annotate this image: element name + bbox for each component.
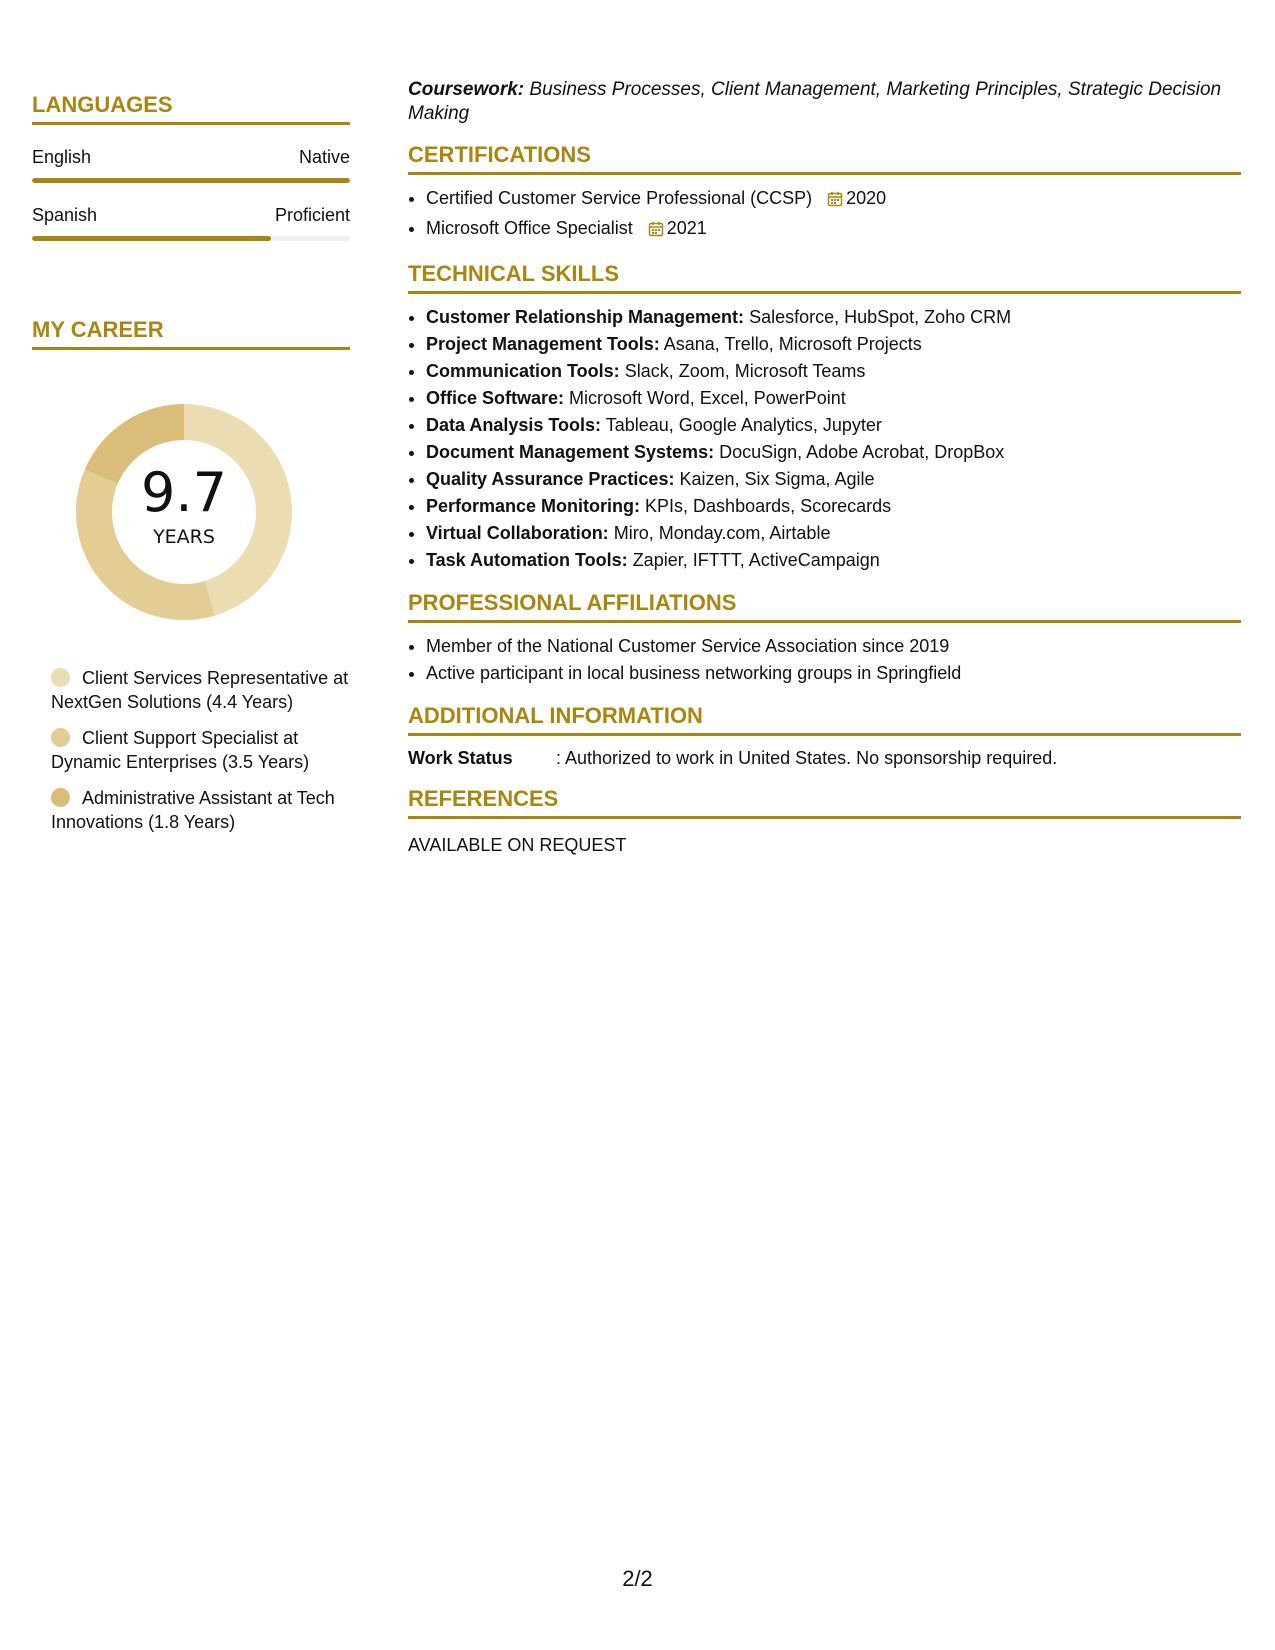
skill-label: Office Software: xyxy=(426,388,565,408)
language-level: Native xyxy=(298,147,350,167)
skill-label: Data Analysis Tools: xyxy=(426,415,602,435)
work-status-label: Work Status xyxy=(408,748,513,768)
language-proficiency-bar xyxy=(32,178,350,183)
languages-title: LANGUAGES xyxy=(32,92,350,125)
certifications-title: CERTIFICATIONS xyxy=(408,142,1241,175)
affiliations-list xyxy=(408,633,1241,687)
references-text: AVAILABLE ON REQUEST xyxy=(408,835,627,855)
technical-skills-title: TECHNICAL SKILLS xyxy=(408,261,1241,294)
coursework-text: Business Processes, Client Management, Marketing Principles, Strategic Decision Making xyxy=(408,79,1222,124)
skill-value: Microsoft Word, Excel, PowerPoint xyxy=(569,388,846,408)
work-status-value: : Authorized to work in United States. No sponsorship required. xyxy=(556,748,1058,768)
skill-item xyxy=(426,466,1241,493)
skill-value: Kaizen, Six Sigma, Agile xyxy=(679,469,875,489)
certification-year: 2020 xyxy=(846,188,887,208)
language-name: English xyxy=(32,147,92,167)
career-donut-chart xyxy=(66,394,302,630)
language-item xyxy=(32,205,350,241)
references-title: REFERENCES xyxy=(408,786,1241,819)
affiliations-title: PROFESSIONAL AFFILIATIONS xyxy=(408,590,1241,623)
skill-label: Communication Tools: xyxy=(426,361,620,381)
skill-item xyxy=(426,304,1241,331)
skill-value: DocuSign, Adobe Acrobat, DropBox xyxy=(719,442,1005,462)
skill-value: Tableau, Google Analytics, Jupyter xyxy=(605,415,882,435)
career-role-label: Client Services Representative at NextGen Solutions (4.4 Years) xyxy=(51,668,349,712)
skill-value: Slack, Zoom, Microsoft Teams xyxy=(624,361,866,381)
legend-dot xyxy=(51,728,70,747)
coursework xyxy=(408,78,1241,126)
skill-label: Performance Monitoring: xyxy=(426,496,641,516)
skill-item xyxy=(426,493,1241,520)
career-title: MY CAREER xyxy=(32,317,350,350)
career-role-label: Administrative Assistant at Tech Innovations (1.8 Years) xyxy=(51,788,335,832)
legend-dot xyxy=(51,788,70,807)
language-proficiency-bar xyxy=(32,236,350,241)
main-column xyxy=(408,78,1241,857)
skill-value: Asana, Trello, Microsoft Projects xyxy=(663,334,922,354)
technical-skills-list xyxy=(408,304,1241,574)
career-total-unit: YEARS xyxy=(153,526,215,548)
sidebar xyxy=(32,92,350,846)
work-status-row xyxy=(408,746,1241,770)
career-legend-item xyxy=(51,786,350,834)
language-proficiency-fill xyxy=(32,236,271,241)
certifications-list xyxy=(408,185,1241,245)
skill-label: Quality Assurance Practices: xyxy=(426,469,675,489)
language-item xyxy=(32,147,350,183)
skill-value: Salesforce, HubSpot, Zoho CRM xyxy=(749,307,1012,327)
affiliation-item: • Active participant in local business networking groups in Springfield xyxy=(426,660,1241,687)
legend-dot xyxy=(51,668,70,687)
certification-year: 2021 xyxy=(666,218,707,238)
skill-value: KPIs, Dashboards, Scorecards xyxy=(645,496,892,516)
skill-item xyxy=(426,331,1241,358)
skill-label: Project Management Tools: xyxy=(426,334,660,354)
certification-item xyxy=(426,215,1241,245)
career-legend xyxy=(32,666,350,834)
calendar-icon xyxy=(827,188,843,215)
language-level: Proficient xyxy=(274,205,350,225)
skill-item xyxy=(426,385,1241,412)
affiliation-item: • Member of the National Customer Service Association since 2019 xyxy=(426,633,1241,660)
career-legend-item xyxy=(51,666,350,714)
skill-item xyxy=(426,412,1241,439)
additional-info-title: ADDITIONAL INFORMATION xyxy=(408,703,1241,736)
skill-item xyxy=(426,358,1241,385)
skill-label: Customer Relationship Management: xyxy=(426,307,745,327)
certification-name: Certified Customer Service Professional (CCSP) xyxy=(426,188,813,208)
language-proficiency-fill xyxy=(32,178,350,183)
skill-value: Zapier, IFTTT, ActiveCampaign xyxy=(632,550,880,570)
career-legend-item xyxy=(51,726,350,774)
certification-name: Microsoft Office Specialist xyxy=(426,218,633,238)
skill-label: Document Management Systems: xyxy=(426,442,715,462)
page-number: 2/2 xyxy=(622,1566,653,1591)
skill-label: Virtual Collaboration: xyxy=(426,523,609,543)
calendar-icon xyxy=(648,218,664,245)
skill-value: Miro, Monday.com, Airtable xyxy=(613,523,831,543)
skill-item xyxy=(426,547,1241,574)
certification-item xyxy=(426,185,1241,215)
language-name: Spanish xyxy=(32,205,98,225)
skill-label: Task Automation Tools: xyxy=(426,550,628,570)
coursework-label: Coursework: xyxy=(408,79,525,100)
career-total-years: 9.7 xyxy=(141,461,227,524)
career-role-label: Client Support Specialist at Dynamic Enterprises (3.5 Years) xyxy=(51,728,310,772)
skill-item xyxy=(426,520,1241,547)
skill-item xyxy=(426,439,1241,466)
